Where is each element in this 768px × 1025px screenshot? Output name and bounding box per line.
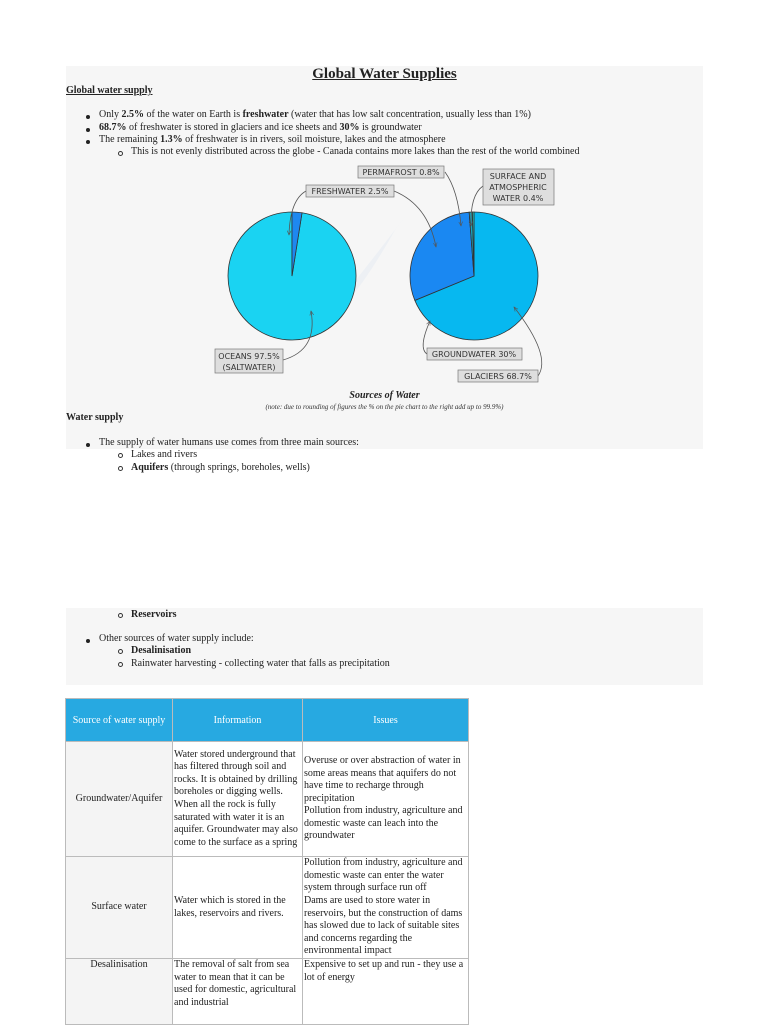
pie-saltwater-freshwater bbox=[228, 212, 356, 340]
list-item: The supply of water humans use comes from three main sources: bbox=[99, 437, 359, 448]
table-cell-info: Water which is stored in the lakes, reservoirs and rivers. bbox=[173, 857, 303, 959]
sub-list-item: Desalinisation bbox=[131, 645, 192, 656]
bullet-dot bbox=[86, 639, 90, 643]
table-header-row bbox=[66, 699, 469, 742]
sub-list-item: Aquifers (through springs, boreholes, wells) bbox=[131, 462, 310, 473]
label-oceans-line1: OCEANS 97.5% bbox=[218, 352, 280, 361]
table-row bbox=[66, 742, 469, 857]
label-surface-line3: WATER 0.4% bbox=[492, 194, 544, 203]
table-cell-info: The removal of salt from sea water to mean that it can be used for domestic, agricultural and industrial bbox=[173, 959, 303, 1025]
water-sources-table bbox=[65, 698, 469, 1025]
list-item: The remaining 1.3% of freshwater is in rivers, soil moisture, lakes and the atmosphere bbox=[99, 134, 446, 145]
sub-bullet-circle bbox=[118, 453, 123, 458]
table-row bbox=[66, 857, 469, 959]
table-cell-info: Water stored underground that has filtered through soil and rocks. It is obtained by drilling boreholes or digging wells. When all the rock is fully saturated with water it is an aquifer. Groundwater may also come to the surface as a spring bbox=[173, 742, 303, 857]
section-heading-water-supply: Water supply bbox=[66, 412, 124, 423]
list-item: Other sources of water supply include: bbox=[99, 633, 254, 644]
table-cell-issues: Overuse or over abstraction of water in some areas means that aquifers do not have time to recharge through precipitation Pollution from industry, agriculture and domestic waste can leach into the groundwater bbox=[303, 742, 469, 857]
label-surface-line2: ATMOSPHERIC bbox=[489, 183, 547, 192]
sub-bullet-circle bbox=[118, 662, 123, 667]
label-permafrost: PERMAFROST 0.8% bbox=[362, 168, 440, 177]
sub-list-item: Lakes and rivers bbox=[131, 449, 198, 460]
chart-note: (note: due to rounding of figures the % on the pie chart to the right add up to 99.9%) bbox=[265, 403, 504, 411]
label-glaciers: GLACIERS 68.7% bbox=[464, 372, 532, 381]
label-freshwater: FRESHWATER 2.5% bbox=[311, 187, 389, 196]
section-heading-global-supply: Global water supply bbox=[66, 85, 153, 96]
sub-list-item: This is not evenly distributed across the globe - Canada contains more lakes than the rest of the world combined bbox=[131, 146, 580, 157]
label-groundwater: GROUNDWATER 30% bbox=[431, 350, 517, 359]
sub-bullet-circle bbox=[118, 649, 123, 654]
table-header: Information bbox=[173, 699, 303, 742]
chart-caption: Sources of Water bbox=[349, 390, 420, 401]
table-cell-source: Surface water bbox=[66, 857, 173, 959]
table-header: Issues bbox=[303, 699, 469, 742]
table-cell-source: Desalinisation bbox=[66, 959, 173, 1025]
label-surface-line1: SURFACE AND bbox=[489, 172, 547, 181]
sources-of-water-chart bbox=[0, 0, 768, 420]
table-cell-source: Groundwater/Aquifer bbox=[66, 742, 173, 857]
table-header: Source of water supply bbox=[66, 699, 173, 742]
list-item: 68.7% of freshwater is stored in glaciers and ice sheets and 30% is groundwater bbox=[99, 122, 422, 133]
label-oceans-line2: (SALTWATER) bbox=[222, 363, 276, 372]
sub-list-item: Reservoirs bbox=[131, 609, 177, 620]
bullet-dot bbox=[86, 443, 90, 447]
list-item: Only 2.5% of the water on Earth is freshwater (water that has low salt concentration, usually less than 1%) bbox=[99, 109, 531, 120]
table-cell-issues: Expensive to set up and run - they use a lot of energy bbox=[303, 959, 469, 1025]
table-cell-issues: Pollution from industry, agriculture and domestic waste can enter the water system through surface run off Dams are used to store water in reservoirs, but the construction of dams has slowed due to lack of suitable sites and concerns regarding the environmental impact bbox=[303, 857, 469, 959]
pie-freshwater-breakdown bbox=[410, 212, 538, 340]
page-title: Global Water Supplies bbox=[312, 66, 457, 82]
sub-list-item: Rainwater harvesting - collecting water that falls as precipitation bbox=[131, 658, 390, 669]
sub-bullet-circle bbox=[118, 466, 123, 471]
table-row bbox=[66, 959, 469, 1025]
sub-bullet-circle bbox=[118, 613, 123, 618]
